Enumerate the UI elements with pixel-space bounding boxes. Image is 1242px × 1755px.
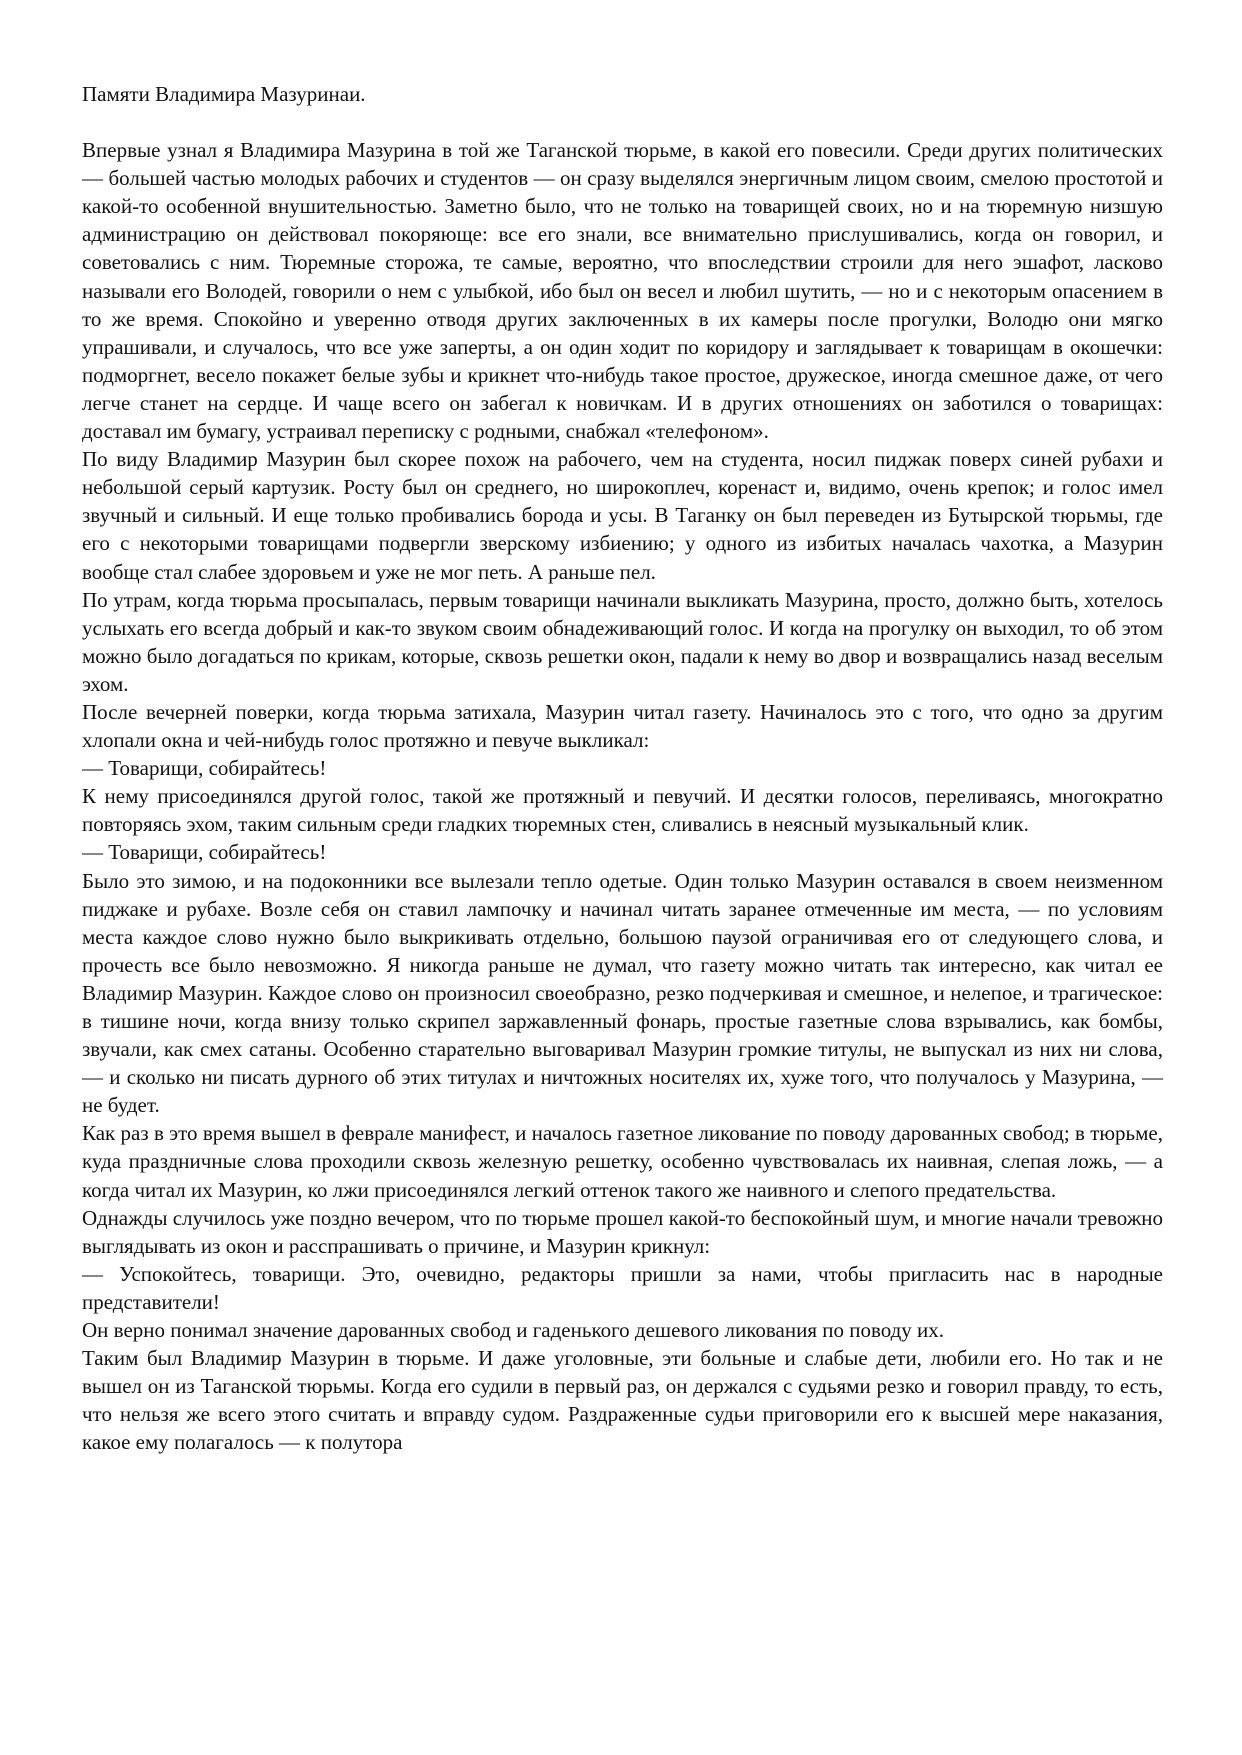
- paragraph-5: К нему присоединялся другой голос, такой же протяжный и певучий. И десятки голосов, переливаясь, многократно повторяясь эхом, таким сильным среди гладких тюремных стен, сливались в неясный музыкальный клик.: [82, 784, 1163, 837]
- paragraph-10: Таким был Владимир Мазурин в тюрьме. И даже уголовные, эти больные и слабые дети, любили его. Но так и не вышел он из Таганской тюрьмы. Когда его судили в первый раз, он держался с судьями резко и говорил правду, то есть, что нельзя же всего этого считать и вправду судом. Раздраженные судьи приговорили его к высшей мере наказания, какое ему полагалось — к полутора: [82, 1346, 1163, 1455]
- document-body: [82, 136, 1163, 1456]
- paragraph-3: По утрам, когда тюрьма просыпалась, первым товарищи начинали выкликать Мазурина, просто, должно быть, хотелось услыхать его всегда добрый и как-то звуком своим обнадеживающий голос. И когда на прогулку он выходил, то об этом можно было догадаться по крикам, которые, сквозь решетки окон, падали к нему во двор и возвращались назад веселым эхом.: [82, 587, 1163, 696]
- paragraph-6: Было это зимою, и на подоконники все вылезали тепло одетые. Один только Мазурин оставался в своем неизменном пиджаке и рубахе. Возле себя он ставил лампочку и начинал читать заранее отмеченные им места, — по условиям места каждое слово нужно было выкрикивать отдельно, большою паузой ограничивая его от следующего слова, и прочесть все было невозможно. Я никогда раньше не думал, что газету можно читать так интересно, как читал ее Владимир Мазурин. Каждое слово он произносил своеобразно, резко подчеркивая и смешное, и нелепое, и трагическое: в тишине ночи, когда внизу только скрипел заржавленный фонарь, простые газетные слова взрывались, как бомбы, звучали, как смех сатаны. Особенно старательно выговаривал Мазурин громкие титулы, не выпускал из них ни слова, — и сколько ни писать дурного об этих титулах и ничтожных носителях их, хуже того, что получалось у Мазурина, — не будет.: [82, 868, 1163, 1118]
- dialogue-line-3: — Успокойтесь, товарищи. Это, очевидно, редакторы пришли за нами, чтобы пригласить нас в народные представители!: [82, 1261, 1163, 1314]
- paragraph-9: Он верно понимал значение дарованных свобод и гаденького дешевого ликования по поводу их.: [82, 1318, 945, 1343]
- dialogue-line-2: — Товарищи, собирайтесь!: [82, 840, 327, 865]
- paragraph-8: Однажды случилось уже поздно вечером, что по тюрьме прошел какой-то беспокойный шум, и многие начали тревожно выглядывать из окон и расспрашивать о причине, и Мазурин крикнул:: [82, 1205, 1163, 1258]
- dialogue-line-1: — Товарищи, собирайтесь!: [82, 756, 327, 781]
- paragraph-7: Как раз в это время вышел в феврале манифест, и началось газетное ликование по поводу дарованных свобод; в тюрьме, куда праздничные слова проходили сквозь железную решетку, особенно чувствовалась их наивная, слепая ложь, — а когда читал их Мазурин, ко лжи присоединялся легкий оттенок такого же наивного и слепого предательства.: [82, 1121, 1163, 1202]
- paragraph-1: Впервые узнал я Владимира Мазурина в той же Таганской тюрьме, в какой его повесили. Среди других политических — большей частью молодых рабочих и студентов — он сразу выделялся энергичным лицом своим, смелою простотой и какой-то особенной внушительностью. Заметно было, что не только на товарищей своих, но и на тюремную низшую администрацию он действовал покоряюще: все его знали, все внимательно прислушивались, когда он говорил, и советовались с ним. Тюремные сторожа, те самые, вероятно, что впоследствии строили для него эшафот, ласково называли его Володей, говорили о нем с улыбкой, ибо был он весел и любил шутить, — но и с некоторым опасением в то же время. Спокойно и уверенно отводя других заключенных в их камеры после прогулки, Володю они мягко упрашивали, и случалось, что все уже заперты, а он один ходит по коридору и заглядывает к товарищам в окошечки: подморгнет, весело покажет белые зубы и крикнет что-нибудь такое простое, дружеское, иногда смешное даже, от чего легче станет на сердце. И чаще всего он забегал к новичкам. И в других отношениях он заботился о товарищах: доставал им бумагу, устраивал переписку с родными, снабжал «телефоном».: [82, 138, 1163, 444]
- document-title: Памяти Владимира Мазуринаи.: [82, 82, 366, 106]
- document-page: [82, 80, 1163, 1457]
- paragraph-4: После вечерней поверки, когда тюрьма затихала, Мазурин читал газету. Начиналось это с того, что одно за другим хлопали окна и чей-нибудь голос протяжно и певуче выкликал:: [82, 699, 1163, 753]
- paragraph-2: По виду Владимир Мазурин был скорее похож на рабочего, чем на студента, носил пиджак поверх синей рубахи и небольшой серый картузик. Росту был он среднего, но широкоплеч, коренаст и, видимо, очень крепок; и голос имел звучный и сильный. И еще только пробивались борода и усы. В Таганку он был переведен из Бутырской тюрьмы, где его с некоторыми товарищами подвергли зверскому избиению; у одного из избитых началась чахотка, а Мазурин вообще стал слабее здоровьем и уже не мог петь. А раньше пел.: [82, 447, 1163, 584]
